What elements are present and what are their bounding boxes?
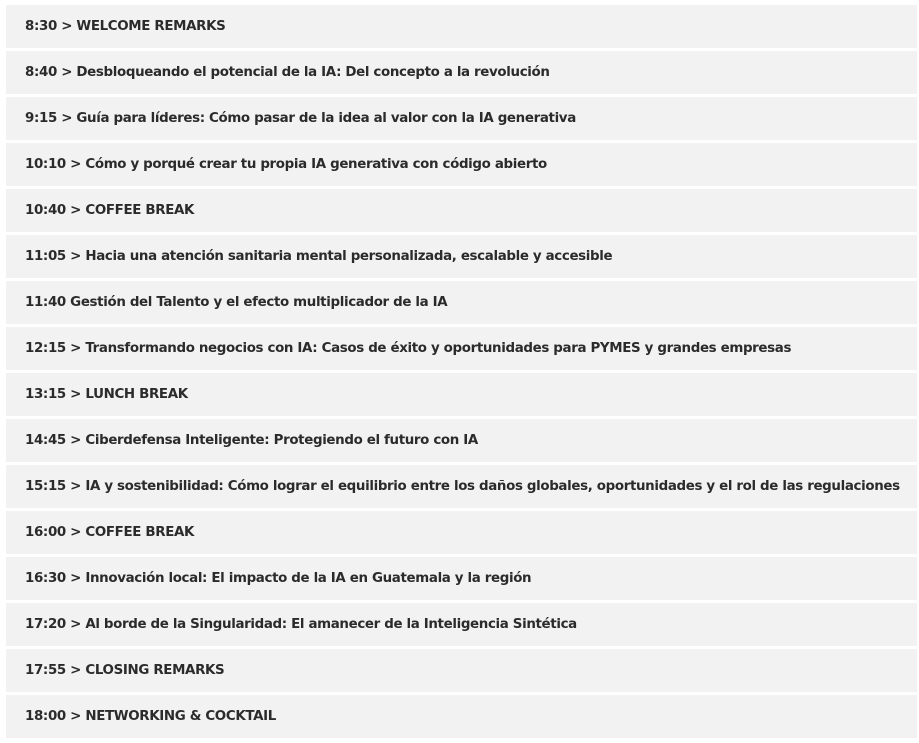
agenda-list [6,5,917,741]
agenda-item-label: 16:00 > COFFEE BREAK [25,525,195,540]
agenda-item-label: 12:15 > Transformando negocios con IA: Casos de éxito y oportunidades para PYMES y grandes empresas [25,341,792,356]
agenda-item-1140[interactable] [6,281,917,324]
agenda-item-label: 13:15 > LUNCH BREAK [25,387,188,402]
agenda-item-1600[interactable] [6,511,917,554]
agenda-item-1445[interactable] [6,419,917,462]
agenda-item-1515[interactable] [6,465,917,508]
agenda-item-label: 8:40 > Desbloqueando el potencial de la IA: Del concepto a la revolución [25,65,550,80]
agenda-item-1315[interactable] [6,373,917,416]
agenda-item-label: 18:00 > NETWORKING & COCKTAIL [25,709,276,724]
agenda-item-label: 17:20 > Al borde de la Singularidad: El amanecer de la Inteligencia Sintética [25,617,577,632]
agenda-item-1215[interactable] [6,327,917,370]
agenda-item-label: 11:05 > Hacia una atención sanitaria mental personalizada, escalable y accesible [25,249,613,264]
agenda-item-1755[interactable] [6,649,917,692]
agenda-item-label: 14:45 > Ciberdefensa Inteligente: Protegiendo el futuro con IA [25,433,478,448]
agenda-item-1630[interactable] [6,557,917,600]
agenda-item-label: 15:15 > IA y sostenibilidad: Cómo lograr el equilibrio entre los daños globales, oportunidades y el rol de las regulaciones [25,479,900,494]
agenda-item-label: 9:15 > Guía para líderes: Cómo pasar de la idea al valor con la IA generativa [25,111,576,126]
agenda-item-1040[interactable] [6,189,917,232]
agenda-item-1720[interactable] [6,603,917,646]
agenda-item-label: 10:10 > Cómo y porqué crear tu propia IA generativa con código abierto [25,157,547,172]
agenda-item-1105[interactable] [6,235,917,278]
agenda-item-1800[interactable] [6,695,917,738]
agenda-item-label: 10:40 > COFFEE BREAK [25,203,195,218]
agenda-item-0840[interactable] [6,51,917,94]
agenda-item-1010[interactable] [6,143,917,186]
agenda-item-label: 17:55 > CLOSING REMARKS [25,663,225,678]
agenda-item-0915[interactable] [6,97,917,140]
agenda-item-label: 16:30 > Innovación local: El impacto de la IA en Guatemala y la región [25,571,532,586]
agenda-item-0830[interactable] [6,5,917,48]
agenda-item-label: 8:30 > WELCOME REMARKS [25,19,226,34]
agenda-item-label: 11:40 Gestión del Talento y el efecto multiplicador de la IA [25,295,448,310]
